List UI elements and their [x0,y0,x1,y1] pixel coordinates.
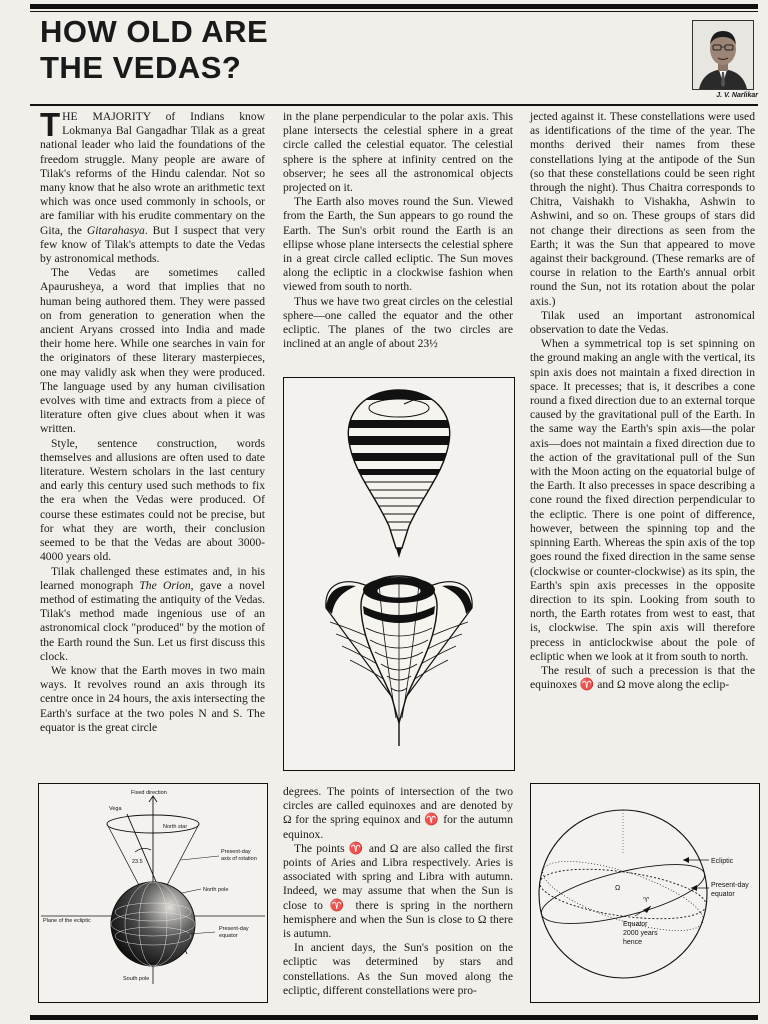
column-1 [40,106,266,735]
label-ecliptic: Ecliptic [711,858,734,865]
label-south-pole: South pole [123,976,150,982]
top-rule-thin [30,11,758,12]
bottom-rule [30,1015,758,1020]
label-present-axis-1: Present-day [221,849,251,855]
label-present-equator-a: Present-day [711,882,749,889]
label-equator-2000-c: hence [623,939,643,946]
paragraph-13: Tilak used an important astronomical observation to date the Vedas. [530,308,755,337]
author-photo [692,20,754,90]
portrait-illustration [693,21,753,89]
paragraph-6: in the plane perpendicular to the polar axis. This plane intersects the celestial sphere in a great circle called the celestial equator. The celestial sphere is the sphere at infinity centred on the observer; he sees all the astronomical objects projected on it. [283,110,513,195]
paragraph-9: degrees. The points of intersection of the two circles are called equinoxes and are denoted by Ω for the spring equinox and ♈ for the autumn equinox. [283,785,513,841]
label-present-equator-2: equator [219,933,238,939]
label-angle: 23.5 [132,859,143,865]
earth-precession-figure [38,783,268,1003]
author-byline: J. V. Narlikar [716,92,758,99]
header-rule [30,104,758,106]
title-line-2: THE VEDAS? [40,50,242,85]
drop-cap: T [40,106,61,143]
paragraph-3: Style, sentence construction, words themselves and allusions are often used to date literature. Western scholars in the last century and early this century used such methods to fix the era when the Vedas were produced. Of course these estimates could not be precise, but for what they are worth, their conclusion seemed to be that the Vedas are about 3000-4000 years old. [40,436,265,564]
paragraph-12: jected against it. These constellations were used as identifications of the time of the year. The months derived their names from these constellations lying at the antipode of the Sun (so that these constellations could be seen right through the night). Thus Chaitra corresponds to Chitra, Vaishakh to Vishakha, Ashwin to Ashwini, and so on. These groups of stars did not change their directions as seen from the Earth; it was the Sun that appeared to move against their background. (These remarks are of course in relation to the Earth's annual orbit round the Sun, not its rotation about the polar axis.) [530,110,755,308]
spinning-tops-figure [283,377,515,771]
paragraph-4: Tilak challenged these estimates and, in his learned monograph The Orion, gave a novel method of estimating the antiquity of the Vedas. Tilak's method made ingenious use of an astronomical clock "produced" by the motion of the Earth round the Sun. Let us first discuss this clock. [40,564,265,663]
paragraph-7: The Earth also moves round the Sun. Viewed from the Earth, the Sun appears to go round the Earth. The Sun's orbit round the Earth is an ellipse whose plane intersects the celestial sphere in a great circle called ecliptic. The Sun moves along the ecliptic in a clockwise fashion when viewed from south to north. [283,195,513,294]
label-present-axis-2: axis of rotation [221,856,257,862]
column-3 [530,110,755,692]
precessing-tops-illustration [326,576,472,746]
column-2-top [283,110,513,351]
equator-circle [537,861,709,928]
top-rule-thick [30,4,758,9]
single-top-illustration [339,390,459,558]
label-vega: Vega [109,806,122,812]
title-line-1: HOW OLD ARE [40,14,269,49]
label-north-star: North star [163,824,188,830]
article-title [40,14,268,86]
column-2-bottom [283,785,513,998]
celestial-sphere-figure [530,783,760,1003]
label-equator-2000-a: Equator [623,921,648,928]
paragraph-8: Thus we have two great circles on the celestial sphere—one called the equator and the other ecliptic. The planes of the two circles are inclined at an angle of about 23½ [283,294,513,351]
label-present-equator-1: Present-day [219,926,249,932]
label-fixed-direction: Fixed direction [131,790,167,796]
paragraph-1: THE MAJORITY of Indians know Lokmanya Bal Gangadhar Tilak as a great national leader who laid the foundations of the freedom struggle. Many people are aware of Tilak's reforms of the Hindu calendar. Not so many know that he also wrote an arithmetic text which was once used commonly in schools, or are familiar with his erudite commentary on the Gita, the Gitarahasya. But I suspect that very few know of Tilak's attempts to date the Vedas by astronomical methods. [40,106,266,266]
label-equator-2000-b: 2000 years [623,930,658,937]
label-plane-ecliptic: Plane of the ecliptic [43,918,91,924]
omega-symbol: Ω [615,885,621,892]
paragraph-14: When a symmetrical top is set spinning on the ground making an angle with the vertical, its spin axis does not maintain a fixed direction in space. It precesses; that is, it describes a cone round a fixed direction due to an external torque caused by the gravitational pull of the Earth. In the same way the Earth's spin axis—the polar axis—does not maintain a fixed direction due to the action of the gravitational pull of the Sun with the Moon acting on the equatorial bulge of the Earth. It also precesses in space describing a cone round the fixed direction perpendicular to the ecliptic. There is one point of difference, however, between the spinning top and the spinning Earth. Whereas the spin axis of the top goes round the fixed direction in the same sense (clockwise or counter-clockwise) as its spin, the Earth's spin axis precesses in the opposite direction to its spin. Looking from south to north, the Earth rotates from west to east, that is, clockwise. The spin axis will therefore precess in anticlockwise about the pole of ecliptic when we look at it from south to north. [530,337,755,663]
paragraph-5: We know that the Earth moves in two main ways. It revolves round an axis through its centre once in 24 hours, the axis intersecting the Earth's surface at the two poles N and S. The equator is the great circle [40,663,265,734]
label-north-pole: North pole [203,887,229,893]
gamma-symbol: ♈ [643,897,650,904]
paragraph-15: The result of such a precession is that the equinoxes ♈ and Ω move along the eclip- [530,663,755,692]
paragraph-10: The points ♈ and Ω are also called the first points of Aries and Libra respectively. Aries is associated with spring and Libra with autumn. Indeed, we may assume that when the Sun is close to ♈ there is spring in the northern hemisphere and when the Sun is close to Ω there is autumn. [283,841,513,941]
paragraph-11: In ancient days, the Sun's position on the ecliptic was determined by stars and constellations. As the Sun moved along the ecliptic, different constellations were pro- [283,941,513,997]
paragraph-2: The Vedas are sometimes called Apaurusheya, a word that implies that no human being authored them. They were passed on from generation to generation when the ancient Aryans crossed into India and made their home here. While one searches in vain for the originators of these literary masterpieces, one may validly ask when they were produced. The language used by any human civilisation evolves with time and extracts from a piece of literature often give clues about when it was written. [40,266,265,436]
label-present-equator-b: equator [711,891,735,898]
